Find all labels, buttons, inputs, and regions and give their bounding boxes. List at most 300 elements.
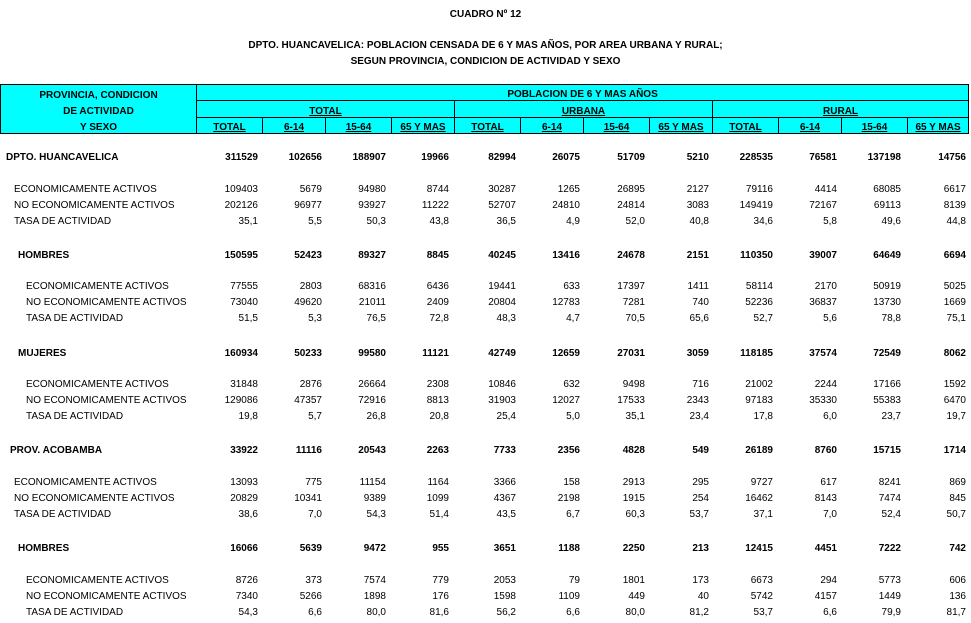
table-row xyxy=(0,543,971,559)
subcol-header: 6-14 xyxy=(263,117,326,133)
cell-value: 8760 xyxy=(814,445,837,456)
cell-value: 5,3 xyxy=(308,313,322,324)
cell-value: 31903 xyxy=(488,395,516,406)
cell-value: 31848 xyxy=(230,379,258,390)
cell-value: 13730 xyxy=(873,297,901,308)
cell-value: 30287 xyxy=(488,184,516,195)
cell-value: 2053 xyxy=(493,575,516,586)
cell-value: 202126 xyxy=(224,200,258,211)
cell-value: 77555 xyxy=(230,281,258,292)
row-label: TASA DE ACTIVIDAD xyxy=(26,411,124,422)
cell-value: 1915 xyxy=(622,493,645,504)
cell-value: 137198 xyxy=(867,152,901,163)
cell-value: 39007 xyxy=(809,250,837,261)
cell-value: 7,0 xyxy=(823,509,837,520)
cell-value: 5025 xyxy=(943,281,966,292)
cell-value: 52236 xyxy=(745,297,773,308)
cell-value: 3651 xyxy=(493,543,516,554)
cell-value: 51,4 xyxy=(429,509,449,520)
cell-value: 1265 xyxy=(557,184,580,195)
cell-value: 80,0 xyxy=(625,607,645,618)
cell-value: 632 xyxy=(563,379,580,390)
table-row xyxy=(0,493,971,509)
cell-value: 82994 xyxy=(488,152,516,163)
row-label: TASA DE ACTIVIDAD xyxy=(26,607,124,618)
cell-value: 5,8 xyxy=(823,216,837,227)
cell-value: 60,3 xyxy=(625,509,645,520)
cell-value: 68316 xyxy=(358,281,386,292)
cell-value: 8813 xyxy=(426,395,449,406)
row-label: HOMBRES xyxy=(18,250,70,261)
cell-value: 373 xyxy=(305,575,322,586)
cell-value: 99580 xyxy=(358,348,386,359)
cell-value: 35,1 xyxy=(238,216,258,227)
row-label: PROV. ACOBAMBA xyxy=(10,445,103,456)
cell-value: 1411 xyxy=(687,281,709,292)
table-row xyxy=(0,477,971,493)
cell-value: 160934 xyxy=(224,348,258,359)
cell-value: 51,5 xyxy=(238,313,258,324)
cell-value: 38,6 xyxy=(238,509,258,520)
cell-value: 6694 xyxy=(943,250,966,261)
cell-value: 7733 xyxy=(493,445,516,456)
cell-value: 58114 xyxy=(745,281,773,292)
cell-value: 72916 xyxy=(358,395,386,406)
cell-value: 176 xyxy=(432,591,449,602)
cell-value: 109403 xyxy=(224,184,258,195)
cell-value: 40,8 xyxy=(689,216,709,227)
cell-value: 24678 xyxy=(617,250,645,261)
cell-value: 8143 xyxy=(814,493,837,504)
group-header-total: TOTAL xyxy=(197,101,455,117)
cell-value: 19,7 xyxy=(946,411,966,422)
cell-value: 24810 xyxy=(552,200,580,211)
cell-value: 7281 xyxy=(622,297,645,308)
cell-value: 4828 xyxy=(622,445,645,456)
row-label: ECONOMICAMENTE ACTIVOS xyxy=(14,477,157,488)
cell-value: 20543 xyxy=(358,445,386,456)
cell-value: 72167 xyxy=(809,200,837,211)
cell-value: 55383 xyxy=(873,395,901,406)
subcol-header: 6-14 xyxy=(521,117,584,133)
cell-value: 11121 xyxy=(422,348,449,359)
subcol-header: TOTAL xyxy=(197,117,263,133)
cell-value: 3366 xyxy=(493,477,516,488)
cell-value: 79,9 xyxy=(881,607,901,618)
cell-value: 2343 xyxy=(686,395,709,406)
row-label: ECONOMICAMENTE ACTIVOS xyxy=(26,379,169,390)
cell-value: 5639 xyxy=(299,543,322,554)
cell-value: 78,8 xyxy=(881,313,901,324)
cell-value: 2127 xyxy=(686,184,709,195)
cell-value: 7474 xyxy=(878,493,901,504)
cuadro-number: CUADRO Nº 12 xyxy=(449,9,522,20)
row-label: NO ECONOMICAMENTE ACTIVOS xyxy=(14,200,175,211)
subcol-header: TOTAL xyxy=(713,117,779,133)
cell-value: 17,8 xyxy=(753,411,773,422)
cell-value: 869 xyxy=(949,477,966,488)
cell-value: 1188 xyxy=(558,543,580,554)
row-label: ECONOMICAMENTE ACTIVOS xyxy=(26,281,169,292)
cell-value: 11222 xyxy=(421,200,449,211)
cell-value: 8726 xyxy=(235,575,258,586)
cell-value: 43,5 xyxy=(496,509,516,520)
cell-value: 8744 xyxy=(426,184,449,195)
cell-value: 449 xyxy=(628,591,645,602)
cell-value: 80,0 xyxy=(366,607,386,618)
cell-value: 3083 xyxy=(686,200,709,211)
row-label: NO ECONOMICAMENTE ACTIVOS xyxy=(14,493,175,504)
cell-value: 24814 xyxy=(617,200,645,211)
cell-value: 149419 xyxy=(739,200,773,211)
cell-value: 21002 xyxy=(745,379,773,390)
cell-value: 9472 xyxy=(363,543,386,554)
cell-value: 26664 xyxy=(358,379,386,390)
cell-value: 5679 xyxy=(299,184,322,195)
cell-value: 73040 xyxy=(230,297,258,308)
cell-value: 8062 xyxy=(943,348,966,359)
cell-value: 50919 xyxy=(873,281,901,292)
table-row xyxy=(0,297,971,313)
cell-value: 9498 xyxy=(622,379,645,390)
cell-value: 6,0 xyxy=(823,411,837,422)
cell-value: 6,6 xyxy=(823,607,837,618)
cell-value: 50,3 xyxy=(366,216,386,227)
stub-header-line3: Y SEXO xyxy=(79,122,118,133)
cell-value: 136 xyxy=(949,591,966,602)
cell-value: 6617 xyxy=(943,184,966,195)
cell-value: 845 xyxy=(949,493,966,504)
table-title-line2: SEGUN PROVINCIA, CONDICION DE ACTIVIDAD Y SEXO xyxy=(350,56,621,67)
subcol-header: 15-64 xyxy=(584,117,650,133)
cell-value: 5742 xyxy=(750,591,773,602)
row-label: DPTO. HUANCAVELICA xyxy=(6,152,119,163)
row-label: MUJERES xyxy=(18,348,67,359)
cell-value: 12415 xyxy=(745,543,773,554)
cell-value: 2308 xyxy=(426,379,449,390)
cell-value: 6,6 xyxy=(566,607,580,618)
cell-value: 26895 xyxy=(617,184,645,195)
table-row xyxy=(0,184,971,200)
cell-value: 75,1 xyxy=(946,313,966,324)
cell-value: 37,1 xyxy=(753,509,773,520)
cell-value: 64649 xyxy=(873,250,901,261)
cell-value: 17166 xyxy=(873,379,901,390)
row-label: ECONOMICAMENTE ACTIVOS xyxy=(14,184,157,195)
cell-value: 93927 xyxy=(358,200,386,211)
cell-value: 4157 xyxy=(814,591,837,602)
cell-value: 23,7 xyxy=(881,411,901,422)
cell-value: 20829 xyxy=(230,493,258,504)
table-row xyxy=(0,445,971,461)
cell-value: 7340 xyxy=(235,591,258,602)
table-title-line1: DPTO. HUANCAVELICA: POBLACION CENSADA DE 6 Y MAS AÑOS, POR AREA URBANA Y RURAL; xyxy=(248,40,723,51)
cell-value: 13093 xyxy=(230,477,258,488)
cell-value: 6673 xyxy=(750,575,773,586)
cell-value: 295 xyxy=(692,477,709,488)
cell-value: 52,0 xyxy=(625,216,645,227)
cell-value: 16066 xyxy=(230,543,258,554)
cell-value: 2876 xyxy=(299,379,322,390)
subcol-header: TOTAL xyxy=(455,117,521,133)
stub-header xyxy=(1,85,197,134)
cell-value: 3059 xyxy=(686,348,709,359)
cell-value: 20,8 xyxy=(429,411,449,422)
cell-value: 70,5 xyxy=(625,313,645,324)
cell-value: 1714 xyxy=(943,445,966,456)
cell-value: 4,7 xyxy=(566,313,580,324)
cell-value: 19966 xyxy=(421,152,449,163)
cell-value: 1109 xyxy=(558,591,580,602)
cell-value: 549 xyxy=(692,445,709,456)
cell-value: 79 xyxy=(568,575,580,586)
cell-value: 37574 xyxy=(809,348,837,359)
cell-value: 19441 xyxy=(488,281,516,292)
cell-value: 25,4 xyxy=(496,411,516,422)
cell-value: 6470 xyxy=(943,395,966,406)
subcol-header: 65 Y MAS xyxy=(908,117,969,133)
cell-value: 53,7 xyxy=(753,607,773,618)
cell-value: 56,2 xyxy=(496,607,516,618)
cell-value: 716 xyxy=(692,379,709,390)
cell-value: 10341 xyxy=(294,493,322,504)
cell-value: 4,9 xyxy=(566,216,580,227)
cell-value: 2409 xyxy=(426,297,449,308)
cell-value: 4367 xyxy=(493,493,516,504)
cell-value: 158 xyxy=(563,477,580,488)
cell-value: 5,5 xyxy=(308,216,322,227)
group-header-rural: RURAL xyxy=(713,101,969,117)
cell-value: 50233 xyxy=(294,348,322,359)
subcol-header: 6-14 xyxy=(779,117,842,133)
cell-value: 1164 xyxy=(427,477,449,488)
cell-value: 6436 xyxy=(426,281,449,292)
cell-value: 42749 xyxy=(488,348,516,359)
cell-value: 69113 xyxy=(873,200,901,211)
cell-value: 81,2 xyxy=(689,607,709,618)
cell-value: 5773 xyxy=(878,575,901,586)
row-label: NO ECONOMICAMENTE ACTIVOS xyxy=(26,297,187,308)
cell-value: 118185 xyxy=(740,348,773,359)
cell-value: 13416 xyxy=(552,250,580,261)
row-label: ECONOMICAMENTE ACTIVOS xyxy=(26,575,169,586)
stub-header-line1: PROVINCIA, CONDICION xyxy=(39,90,158,101)
cell-value: 26,8 xyxy=(366,411,386,422)
cell-value: 6,7 xyxy=(566,509,580,520)
cell-value: 5,6 xyxy=(823,313,837,324)
cell-value: 12027 xyxy=(552,395,580,406)
cell-value: 23,4 xyxy=(689,411,709,422)
cell-value: 1898 xyxy=(363,591,386,602)
cell-value: 68085 xyxy=(873,184,901,195)
cell-value: 5266 xyxy=(299,591,322,602)
table-row xyxy=(0,591,971,607)
cell-value: 53,7 xyxy=(689,509,709,520)
cell-value: 633 xyxy=(563,281,580,292)
table-row xyxy=(0,509,971,525)
cell-value: 11154 xyxy=(359,477,386,488)
cell-value: 81,6 xyxy=(429,607,449,618)
cell-value: 10846 xyxy=(488,379,516,390)
cell-value: 26189 xyxy=(745,445,773,456)
cell-value: 15715 xyxy=(873,445,901,456)
cell-value: 8139 xyxy=(943,200,966,211)
cell-value: 21011 xyxy=(358,297,386,308)
table-row xyxy=(0,281,971,297)
cell-value: 16462 xyxy=(745,493,773,504)
cell-value: 2244 xyxy=(814,379,837,390)
cell-value: 34,6 xyxy=(753,216,773,227)
cell-value: 27031 xyxy=(617,348,645,359)
cell-value: 12659 xyxy=(552,348,580,359)
cell-value: 617 xyxy=(820,477,837,488)
cell-value: 2803 xyxy=(299,281,322,292)
cell-value: 72549 xyxy=(873,348,901,359)
table-row xyxy=(0,607,971,623)
cell-value: 52707 xyxy=(488,200,516,211)
cell-value: 294 xyxy=(820,575,837,586)
cell-value: 150595 xyxy=(224,250,258,261)
stub-header-line2: DE ACTIVIDAD xyxy=(63,106,134,117)
cell-value: 49620 xyxy=(294,297,322,308)
cell-value: 2170 xyxy=(814,281,837,292)
cell-value: 19,8 xyxy=(238,411,258,422)
cell-value: 96977 xyxy=(294,200,322,211)
table-row xyxy=(0,313,971,329)
table-header xyxy=(0,84,971,132)
cell-value: 2263 xyxy=(426,445,449,456)
cell-value: 129086 xyxy=(224,395,258,406)
table-row xyxy=(0,216,971,232)
cell-value: 6,6 xyxy=(308,607,322,618)
cell-value: 52,7 xyxy=(753,313,773,324)
cell-value: 5,0 xyxy=(566,411,580,422)
cell-value: 1598 xyxy=(493,591,516,602)
cell-value: 40 xyxy=(697,591,709,602)
cell-value: 48,3 xyxy=(496,313,516,324)
cell-value: 40245 xyxy=(488,250,516,261)
cell-value: 5,7 xyxy=(308,411,322,422)
row-label: HOMBRES xyxy=(18,543,70,554)
cell-value: 9389 xyxy=(363,493,386,504)
row-label: TASA DE ACTIVIDAD xyxy=(26,313,124,324)
cell-value: 1669 xyxy=(943,297,966,308)
cell-value: 742 xyxy=(949,543,966,554)
table-row xyxy=(0,411,971,427)
cell-value: 606 xyxy=(949,575,966,586)
cell-value: 17533 xyxy=(617,395,645,406)
cell-value: 54,3 xyxy=(366,509,386,520)
cell-value: 52423 xyxy=(294,250,322,261)
cell-value: 2250 xyxy=(622,543,645,554)
cell-value: 2151 xyxy=(686,250,709,261)
cell-value: 2913 xyxy=(622,477,645,488)
cell-value: 81,7 xyxy=(946,607,966,618)
cell-value: 188907 xyxy=(352,152,386,163)
cell-value: 47357 xyxy=(294,395,322,406)
cell-value: 2356 xyxy=(557,445,580,456)
cell-value: 4414 xyxy=(814,184,837,195)
cell-value: 94980 xyxy=(358,184,386,195)
cell-value: 79116 xyxy=(745,184,773,195)
cell-value: 4451 xyxy=(814,543,837,554)
cell-value: 36,5 xyxy=(496,216,516,227)
cell-value: 36837 xyxy=(809,297,837,308)
cell-value: 5210 xyxy=(686,152,709,163)
population-header: POBLACION DE 6 Y MAS AÑOS xyxy=(197,85,969,101)
cell-value: 740 xyxy=(692,297,709,308)
cell-value: 35330 xyxy=(809,395,837,406)
cell-value: 65,6 xyxy=(689,313,709,324)
cell-value: 1801 xyxy=(622,575,645,586)
cell-value: 76581 xyxy=(809,152,837,163)
cell-value: 102656 xyxy=(288,152,322,163)
subcol-header: 65 Y MAS xyxy=(650,117,713,133)
table-row xyxy=(0,250,971,266)
cell-value: 8241 xyxy=(878,477,901,488)
table-row xyxy=(0,395,971,411)
table-row xyxy=(0,575,971,591)
subcol-header: 65 Y MAS xyxy=(392,117,455,133)
cell-value: 311529 xyxy=(225,152,258,163)
cell-value: 43,8 xyxy=(429,216,449,227)
cell-value: 49,6 xyxy=(881,216,901,227)
cell-value: 20804 xyxy=(488,297,516,308)
row-label: NO ECONOMICAMENTE ACTIVOS xyxy=(26,395,187,406)
cell-value: 775 xyxy=(305,477,322,488)
cell-value: 14756 xyxy=(938,152,966,163)
cell-value: 72,8 xyxy=(429,313,449,324)
cell-value: 213 xyxy=(692,543,709,554)
cell-value: 33922 xyxy=(230,445,258,456)
cell-value: 51709 xyxy=(617,152,645,163)
cell-value: 11116 xyxy=(295,445,322,456)
group-header-urbana: URBANA xyxy=(455,101,713,117)
cell-value: 2198 xyxy=(557,493,580,504)
cell-value: 44,8 xyxy=(946,216,966,227)
row-label: TASA DE ACTIVIDAD xyxy=(14,509,112,520)
cell-value: 35,1 xyxy=(625,411,645,422)
cell-value: 1449 xyxy=(878,591,901,602)
cell-value: 7222 xyxy=(878,543,901,554)
table-row xyxy=(0,348,971,364)
cell-value: 228535 xyxy=(739,152,773,163)
cell-value: 7,0 xyxy=(308,509,322,520)
cell-value: 26075 xyxy=(552,152,580,163)
row-label: TASA DE ACTIVIDAD xyxy=(14,216,112,227)
table-row xyxy=(0,379,971,395)
table-row xyxy=(0,200,971,216)
cell-value: 89327 xyxy=(358,250,386,261)
cell-value: 1099 xyxy=(426,493,449,504)
row-label: NO ECONOMICAMENTE ACTIVOS xyxy=(26,591,187,602)
cell-value: 254 xyxy=(692,493,709,504)
cell-value: 97183 xyxy=(745,395,773,406)
cell-value: 9727 xyxy=(750,477,773,488)
cell-value: 1592 xyxy=(943,379,966,390)
table-row xyxy=(0,152,971,168)
cell-value: 17397 xyxy=(617,281,645,292)
cell-value: 12783 xyxy=(552,297,580,308)
cell-value: 7574 xyxy=(363,575,386,586)
cell-value: 52,4 xyxy=(881,509,901,520)
subcol-header: 15-64 xyxy=(842,117,908,133)
cell-value: 8845 xyxy=(426,250,449,261)
cell-value: 955 xyxy=(432,543,449,554)
cell-value: 173 xyxy=(692,575,709,586)
cell-value: 110350 xyxy=(740,250,773,261)
cell-value: 50,7 xyxy=(946,509,966,520)
